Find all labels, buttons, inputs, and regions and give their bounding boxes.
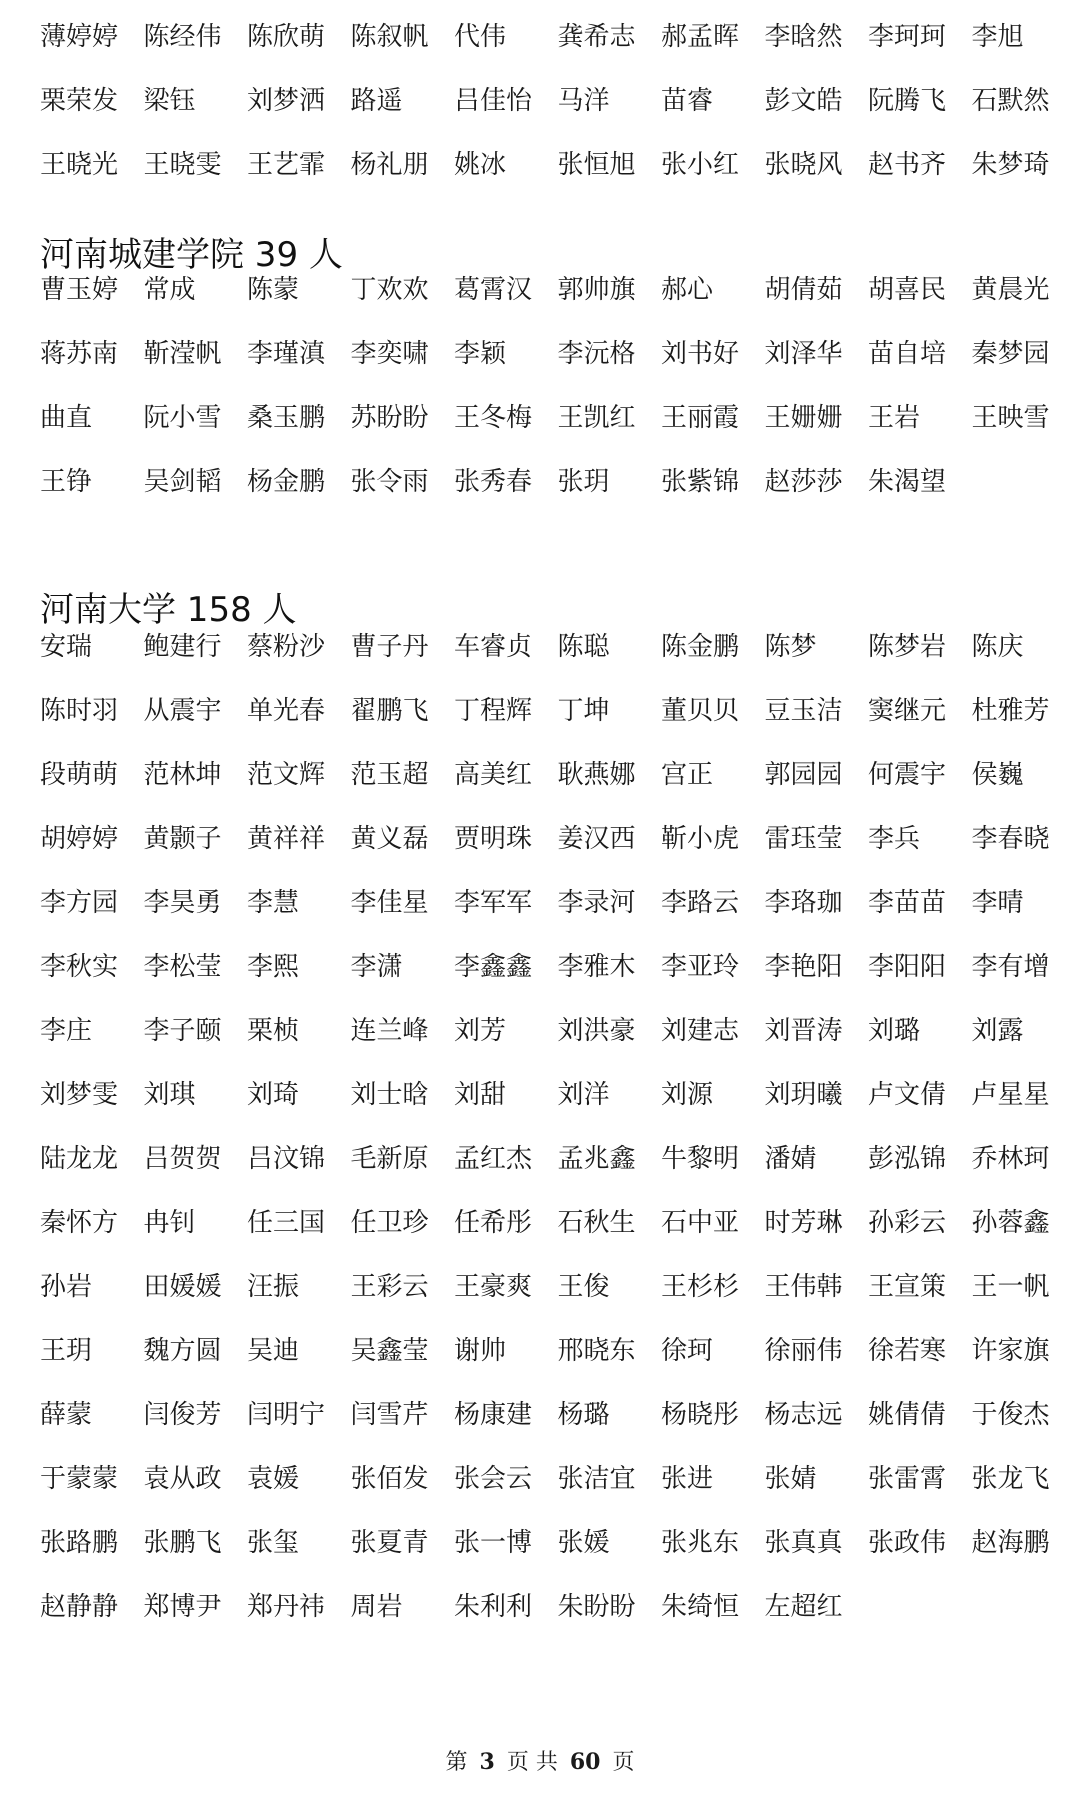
person-name: 王丽霞 [661, 403, 740, 433]
person-name: 丁坤 [557, 696, 610, 726]
person-name: 张鹏飞 [143, 1528, 222, 1558]
person-name: 吴迪 [247, 1336, 300, 1366]
person-name: 鲍建行 [143, 632, 222, 662]
person-name: 胡喜民 [868, 275, 947, 305]
person-name: 黄颢子 [143, 824, 222, 854]
person-name: 赵书齐 [868, 150, 947, 180]
person-name: 王铮 [40, 467, 93, 497]
person-name: 石中亚 [661, 1208, 740, 1238]
person-name: 苗睿 [661, 86, 714, 116]
person-name: 田媛媛 [143, 1272, 222, 1302]
person-name: 杨金鹏 [247, 467, 326, 497]
person-name: 彭文皓 [764, 86, 843, 116]
person-name: 秦梦园 [971, 339, 1050, 369]
person-name: 李佳星 [350, 888, 429, 918]
person-name: 汪振 [247, 1272, 300, 1302]
person-name: 张会云 [454, 1464, 533, 1494]
person-name: 张真真 [764, 1528, 843, 1558]
page-footer [0, 1745, 1080, 1776]
person-name: 李录河 [557, 888, 636, 918]
person-name: 刘璐 [868, 1016, 921, 1046]
person-name: 陈聪 [557, 632, 610, 662]
person-name: 朱利利 [454, 1592, 533, 1622]
person-name: 高美红 [454, 760, 533, 790]
person-name: 张恒旭 [557, 150, 636, 180]
person-name: 王彩云 [350, 1272, 429, 1302]
person-name: 李松莹 [143, 952, 222, 982]
person-name: 李子颐 [143, 1016, 222, 1046]
section-heading-henan-university: 河南大学 158 人 [40, 590, 297, 630]
person-name: 李珞珈 [764, 888, 843, 918]
person-name: 郑丹祎 [247, 1592, 326, 1622]
person-name: 王冬梅 [454, 403, 533, 433]
person-name: 郝孟晖 [661, 22, 740, 52]
footer-prefix: 第 [445, 1750, 468, 1775]
person-name: 刘琪 [143, 1080, 196, 1110]
person-name: 王晓光 [40, 150, 119, 180]
person-name: 郝心 [661, 275, 714, 305]
person-name: 李阳阳 [868, 952, 947, 982]
person-name: 姜汉西 [557, 824, 636, 854]
person-name: 刘书好 [661, 339, 740, 369]
person-name: 李路云 [661, 888, 740, 918]
person-name: 李慧 [247, 888, 300, 918]
person-name: 于俊杰 [971, 1400, 1050, 1430]
person-name: 陈梦岩 [868, 632, 947, 662]
person-name: 石默然 [971, 86, 1050, 116]
person-name: 薄婷婷 [40, 22, 119, 52]
person-name: 闫俊芳 [143, 1400, 222, 1430]
person-name: 张紫锦 [661, 467, 740, 497]
person-name: 卢文倩 [868, 1080, 947, 1110]
person-name: 卢星星 [971, 1080, 1050, 1110]
person-name: 刘梦洒 [247, 86, 326, 116]
person-name: 李奕啸 [350, 339, 429, 369]
person-name: 李旭 [971, 22, 1024, 52]
person-name: 雷珏莹 [764, 824, 843, 854]
person-name: 陈梦 [764, 632, 817, 662]
footer-middle: 页 共 [506, 1750, 558, 1775]
person-name: 张婧 [764, 1464, 817, 1494]
person-name: 靳滢帆 [143, 339, 222, 369]
name-list-continued [40, 22, 1050, 214]
person-name: 左超红 [764, 1592, 843, 1622]
person-name: 张令雨 [350, 467, 429, 497]
person-name: 车睿贞 [454, 632, 533, 662]
person-name: 徐丽伟 [764, 1336, 843, 1366]
person-name: 孟红杰 [454, 1144, 533, 1174]
person-name: 王映雪 [971, 403, 1050, 433]
person-name: 李有增 [971, 952, 1050, 982]
person-name: 李方园 [40, 888, 119, 918]
person-name: 贾明珠 [454, 824, 533, 854]
name-list-henan-university [40, 632, 1050, 1656]
person-name: 王玥 [40, 1336, 93, 1366]
person-name: 孙蓉鑫 [971, 1208, 1050, 1238]
person-name: 翟鹏飞 [350, 696, 429, 726]
person-name: 刘洪豪 [557, 1016, 636, 1046]
person-name: 胡婷婷 [40, 824, 119, 854]
person-name: 闫明宁 [247, 1400, 326, 1430]
person-name: 薛蒙 [40, 1400, 93, 1430]
person-name: 王杉杉 [661, 1272, 740, 1302]
person-name: 刘士晗 [350, 1080, 429, 1110]
person-name: 任希彤 [454, 1208, 533, 1238]
person-name: 王姗姗 [764, 403, 843, 433]
person-name: 李庄 [40, 1016, 93, 1046]
person-name: 曹玉婷 [40, 275, 119, 305]
person-name: 石秋生 [557, 1208, 636, 1238]
person-name: 秦怀方 [40, 1208, 119, 1238]
person-name: 李雅木 [557, 952, 636, 982]
footer-suffix: 页 [612, 1750, 635, 1775]
person-name: 王伟韩 [764, 1272, 843, 1302]
current-page-number: 3 [479, 1749, 495, 1775]
name-grid [40, 632, 1050, 1656]
person-name: 李晗然 [764, 22, 843, 52]
person-name: 朱渴望 [868, 467, 947, 497]
person-name: 从震宇 [143, 696, 222, 726]
person-name: 许家旗 [971, 1336, 1050, 1366]
person-name: 李熙 [247, 952, 300, 982]
person-name: 刘源 [661, 1080, 714, 1110]
person-name: 乔林珂 [971, 1144, 1050, 1174]
person-name: 张夏青 [350, 1528, 429, 1558]
person-name: 马洋 [557, 86, 610, 116]
person-name: 连兰峰 [350, 1016, 429, 1046]
person-name: 潘婧 [764, 1144, 817, 1174]
person-name: 李昊勇 [143, 888, 222, 918]
person-name: 刘琦 [247, 1080, 300, 1110]
person-name: 李鑫鑫 [454, 952, 533, 982]
person-name: 黄晨光 [971, 275, 1050, 305]
person-name: 路遥 [350, 86, 403, 116]
person-name: 王晓雯 [143, 150, 222, 180]
person-name: 李艳阳 [764, 952, 843, 982]
person-name: 张玥 [557, 467, 610, 497]
person-name: 单光春 [247, 696, 326, 726]
total-pages-number: 60 [569, 1749, 601, 1775]
person-name: 王豪爽 [454, 1272, 533, 1302]
person-name: 丁程辉 [454, 696, 533, 726]
person-name: 张兆东 [661, 1528, 740, 1558]
person-name: 张路鹏 [40, 1528, 119, 1558]
person-name: 吴鑫莹 [350, 1336, 429, 1366]
person-name: 胡倩茹 [764, 275, 843, 305]
person-name: 梁钰 [143, 86, 196, 116]
person-name: 闫雪芹 [350, 1400, 429, 1430]
person-name: 牛黎明 [661, 1144, 740, 1174]
person-name: 姚冰 [454, 150, 507, 180]
person-name: 王俊 [557, 1272, 610, 1302]
person-name: 陈蒙 [247, 275, 300, 305]
person-name: 冉钊 [143, 1208, 196, 1238]
name-grid [40, 22, 1050, 214]
person-name: 时芳琳 [764, 1208, 843, 1238]
person-name: 葛霄汉 [454, 275, 533, 305]
person-name: 范玉超 [350, 760, 429, 790]
person-name: 曹子丹 [350, 632, 429, 662]
person-name: 代伟 [454, 22, 507, 52]
person-name: 吕贺贺 [143, 1144, 222, 1174]
person-name: 朱绮恒 [661, 1592, 740, 1622]
person-name: 陈经伟 [143, 22, 222, 52]
person-name: 张秀春 [454, 467, 533, 497]
person-name: 杨礼朋 [350, 150, 429, 180]
person-name: 杨晓彤 [661, 1400, 740, 1430]
person-name: 于蒙蒙 [40, 1464, 119, 1494]
person-name: 王艺霏 [247, 150, 326, 180]
person-name: 杨志远 [764, 1400, 843, 1430]
person-name: 吴剑韬 [143, 467, 222, 497]
person-name: 郑博尹 [143, 1592, 222, 1622]
person-name: 李苗苗 [868, 888, 947, 918]
person-name: 袁媛 [247, 1464, 300, 1494]
person-name: 张佰发 [350, 1464, 429, 1494]
person-name: 张龙飞 [971, 1464, 1050, 1494]
person-name: 王一帆 [971, 1272, 1050, 1302]
person-name: 杜雅芳 [971, 696, 1050, 726]
person-name: 王宣策 [868, 1272, 947, 1302]
person-name: 刘晋涛 [764, 1016, 843, 1046]
person-name: 蒋苏南 [40, 339, 119, 369]
person-name: 郭帅旗 [557, 275, 636, 305]
person-name: 张一博 [454, 1528, 533, 1558]
person-name: 毛新原 [350, 1144, 429, 1174]
person-name: 董贝贝 [661, 696, 740, 726]
person-name: 张玺 [247, 1528, 300, 1558]
person-name: 陈金鹏 [661, 632, 740, 662]
person-name: 范林坤 [143, 760, 222, 790]
section-heading-henan-urban-construction: 河南城建学院 39 人 [40, 235, 343, 275]
person-name: 杨璐 [557, 1400, 610, 1430]
person-name: 侯巍 [971, 760, 1024, 790]
person-name: 孟兆鑫 [557, 1144, 636, 1174]
person-name: 邢晓东 [557, 1336, 636, 1366]
person-name: 袁从政 [143, 1464, 222, 1494]
person-name: 刘露 [971, 1016, 1024, 1046]
person-name: 陈庆 [971, 632, 1024, 662]
person-name: 李沅格 [557, 339, 636, 369]
person-name: 阮腾飞 [868, 86, 947, 116]
person-name: 刘洋 [557, 1080, 610, 1110]
person-name: 栗桢 [247, 1016, 300, 1046]
person-name: 蔡粉沙 [247, 632, 326, 662]
person-name: 黄义磊 [350, 824, 429, 854]
person-name: 阮小雪 [143, 403, 222, 433]
person-name: 陈时羽 [40, 696, 119, 726]
person-name: 耿燕娜 [557, 760, 636, 790]
person-name: 王凯红 [557, 403, 636, 433]
person-name: 苏盼盼 [350, 403, 429, 433]
person-name: 孙岩 [40, 1272, 93, 1302]
person-name: 张媛 [557, 1528, 610, 1558]
person-name: 张晓风 [764, 150, 843, 180]
person-name: 窦继元 [868, 696, 947, 726]
person-name: 李晴 [971, 888, 1024, 918]
person-name: 李秋实 [40, 952, 119, 982]
person-name: 何震宇 [868, 760, 947, 790]
person-name: 吕汶锦 [247, 1144, 326, 1174]
person-name: 王岩 [868, 403, 921, 433]
person-name: 豆玉洁 [764, 696, 843, 726]
person-name: 苗自培 [868, 339, 947, 369]
person-name: 谢帅 [454, 1336, 507, 1366]
person-name: 刘梦雯 [40, 1080, 119, 1110]
person-name: 杨康建 [454, 1400, 533, 1430]
person-name: 吕佳怡 [454, 86, 533, 116]
person-name: 刘芳 [454, 1016, 507, 1046]
person-name: 郭园园 [764, 760, 843, 790]
person-name: 刘玥曦 [764, 1080, 843, 1110]
person-name: 陈欣萌 [247, 22, 326, 52]
person-name: 丁欢欢 [350, 275, 429, 305]
person-name: 张洁宜 [557, 1464, 636, 1494]
person-name: 栗荣发 [40, 86, 119, 116]
person-name: 龚希志 [557, 22, 636, 52]
person-name: 张政伟 [868, 1528, 947, 1558]
person-name: 李珂珂 [868, 22, 947, 52]
person-name: 靳小虎 [661, 824, 740, 854]
person-name: 李瑾滇 [247, 339, 326, 369]
person-name: 李春晓 [971, 824, 1050, 854]
person-name: 陈叙帆 [350, 22, 429, 52]
person-name: 刘建志 [661, 1016, 740, 1046]
person-name: 彭泓锦 [868, 1144, 947, 1174]
person-name: 周岩 [350, 1592, 403, 1622]
person-name: 赵海鹏 [971, 1528, 1050, 1558]
person-name: 朱盼盼 [557, 1592, 636, 1622]
person-name: 刘泽华 [764, 339, 843, 369]
person-name: 陆龙龙 [40, 1144, 119, 1174]
person-name: 姚倩倩 [868, 1400, 947, 1430]
person-name: 安瑞 [40, 632, 93, 662]
person-name: 曲直 [40, 403, 93, 433]
name-grid [40, 275, 1050, 531]
person-name: 任三国 [247, 1208, 326, 1238]
name-list-henan-urban-construction [40, 275, 1050, 531]
person-name: 魏方圆 [143, 1336, 222, 1366]
person-name: 黄祥祥 [247, 824, 326, 854]
person-name: 李兵 [868, 824, 921, 854]
person-name: 段萌萌 [40, 760, 119, 790]
person-name: 任卫珍 [350, 1208, 429, 1238]
person-name: 徐珂 [661, 1336, 714, 1366]
person-name: 张小红 [661, 150, 740, 180]
person-name: 李亚玲 [661, 952, 740, 982]
person-name: 赵莎莎 [764, 467, 843, 497]
person-name: 桑玉鹏 [247, 403, 326, 433]
person-name: 李潇 [350, 952, 403, 982]
person-name: 朱梦琦 [971, 150, 1050, 180]
person-name: 常成 [143, 275, 196, 305]
person-name: 宫正 [661, 760, 714, 790]
person-name: 范文辉 [247, 760, 326, 790]
person-name: 赵静静 [40, 1592, 119, 1622]
person-name: 李颖 [454, 339, 507, 369]
person-name: 李军军 [454, 888, 533, 918]
person-name: 刘甜 [454, 1080, 507, 1110]
person-name: 徐若寒 [868, 1336, 947, 1366]
person-name: 孙彩云 [868, 1208, 947, 1238]
person-name: 张雷霄 [868, 1464, 947, 1494]
person-name: 张进 [661, 1464, 714, 1494]
